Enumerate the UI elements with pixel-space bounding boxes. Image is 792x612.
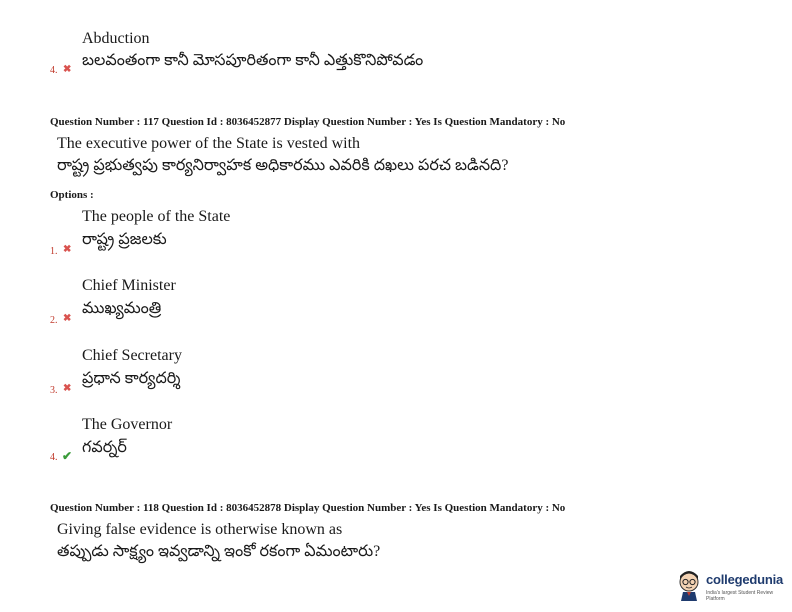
collegedunia-logo <box>676 566 788 606</box>
option-english: Chief Secretary <box>82 347 182 364</box>
question-text-telugu: తప్పుడు సాక్ష్యం ఇవ్వడాన్ని ఇంకో రకంగా ఏమంటారు? <box>57 543 381 560</box>
option-english: The people of the State <box>82 208 231 225</box>
wrong-icon: ✖ <box>63 383 72 394</box>
question-text-english: The executive power of the State is vested with <box>57 135 361 152</box>
question-text-telugu: రాష్ట్ర ప్రభుత్వపు కార్యనిర్వాహక అధికారము ఎవరికి దఖలు పరచ బడినది? <box>57 157 509 174</box>
option-number: 2. <box>50 315 58 326</box>
wrong-icon: ✖ <box>63 244 72 255</box>
option-english: Chief Minister <box>82 277 176 294</box>
option-telugu: బలవంతంగా కానీ మోసపూరితంగా కానీ ఎత్తుకొనిపోవడం <box>82 52 424 69</box>
option-number: 1. <box>50 246 58 257</box>
option-number: 4. <box>50 65 58 76</box>
logo-wordmark: collegedunia <box>706 572 784 587</box>
wrong-icon: ✖ <box>63 313 72 324</box>
option-telugu: ముఖ్యమంత్రి <box>82 300 162 317</box>
student-mascot-icon <box>676 568 702 602</box>
question-text-english: Giving false evidence is otherwise known as <box>57 521 343 538</box>
question-header: Question Number : 118 Question Id : 8036452878 Display Question Number : Yes Is Question Mandatory : No <box>50 502 566 514</box>
option-number: 3. <box>50 385 58 396</box>
option-english: Abduction <box>82 30 150 47</box>
option-english: The Governor <box>82 416 173 433</box>
wrong-icon: ✖ <box>63 64 72 75</box>
logo-tagline: India's largest Student Review Platform <box>706 590 774 602</box>
options-label: Options : <box>50 189 94 201</box>
option-telugu: గవర్నర్ <box>82 439 127 456</box>
correct-check-icon: ✔ <box>62 449 73 463</box>
question-header: Question Number : 117 Question Id : 8036452877 Display Question Number : Yes Is Question Mandatory : No <box>50 116 566 128</box>
option-telugu: రాష్ట్ర ప్రజలకు <box>82 231 167 248</box>
option-telugu: ప్రధాన కార్యదర్శి <box>82 370 181 387</box>
option-number: 4. <box>50 452 58 463</box>
